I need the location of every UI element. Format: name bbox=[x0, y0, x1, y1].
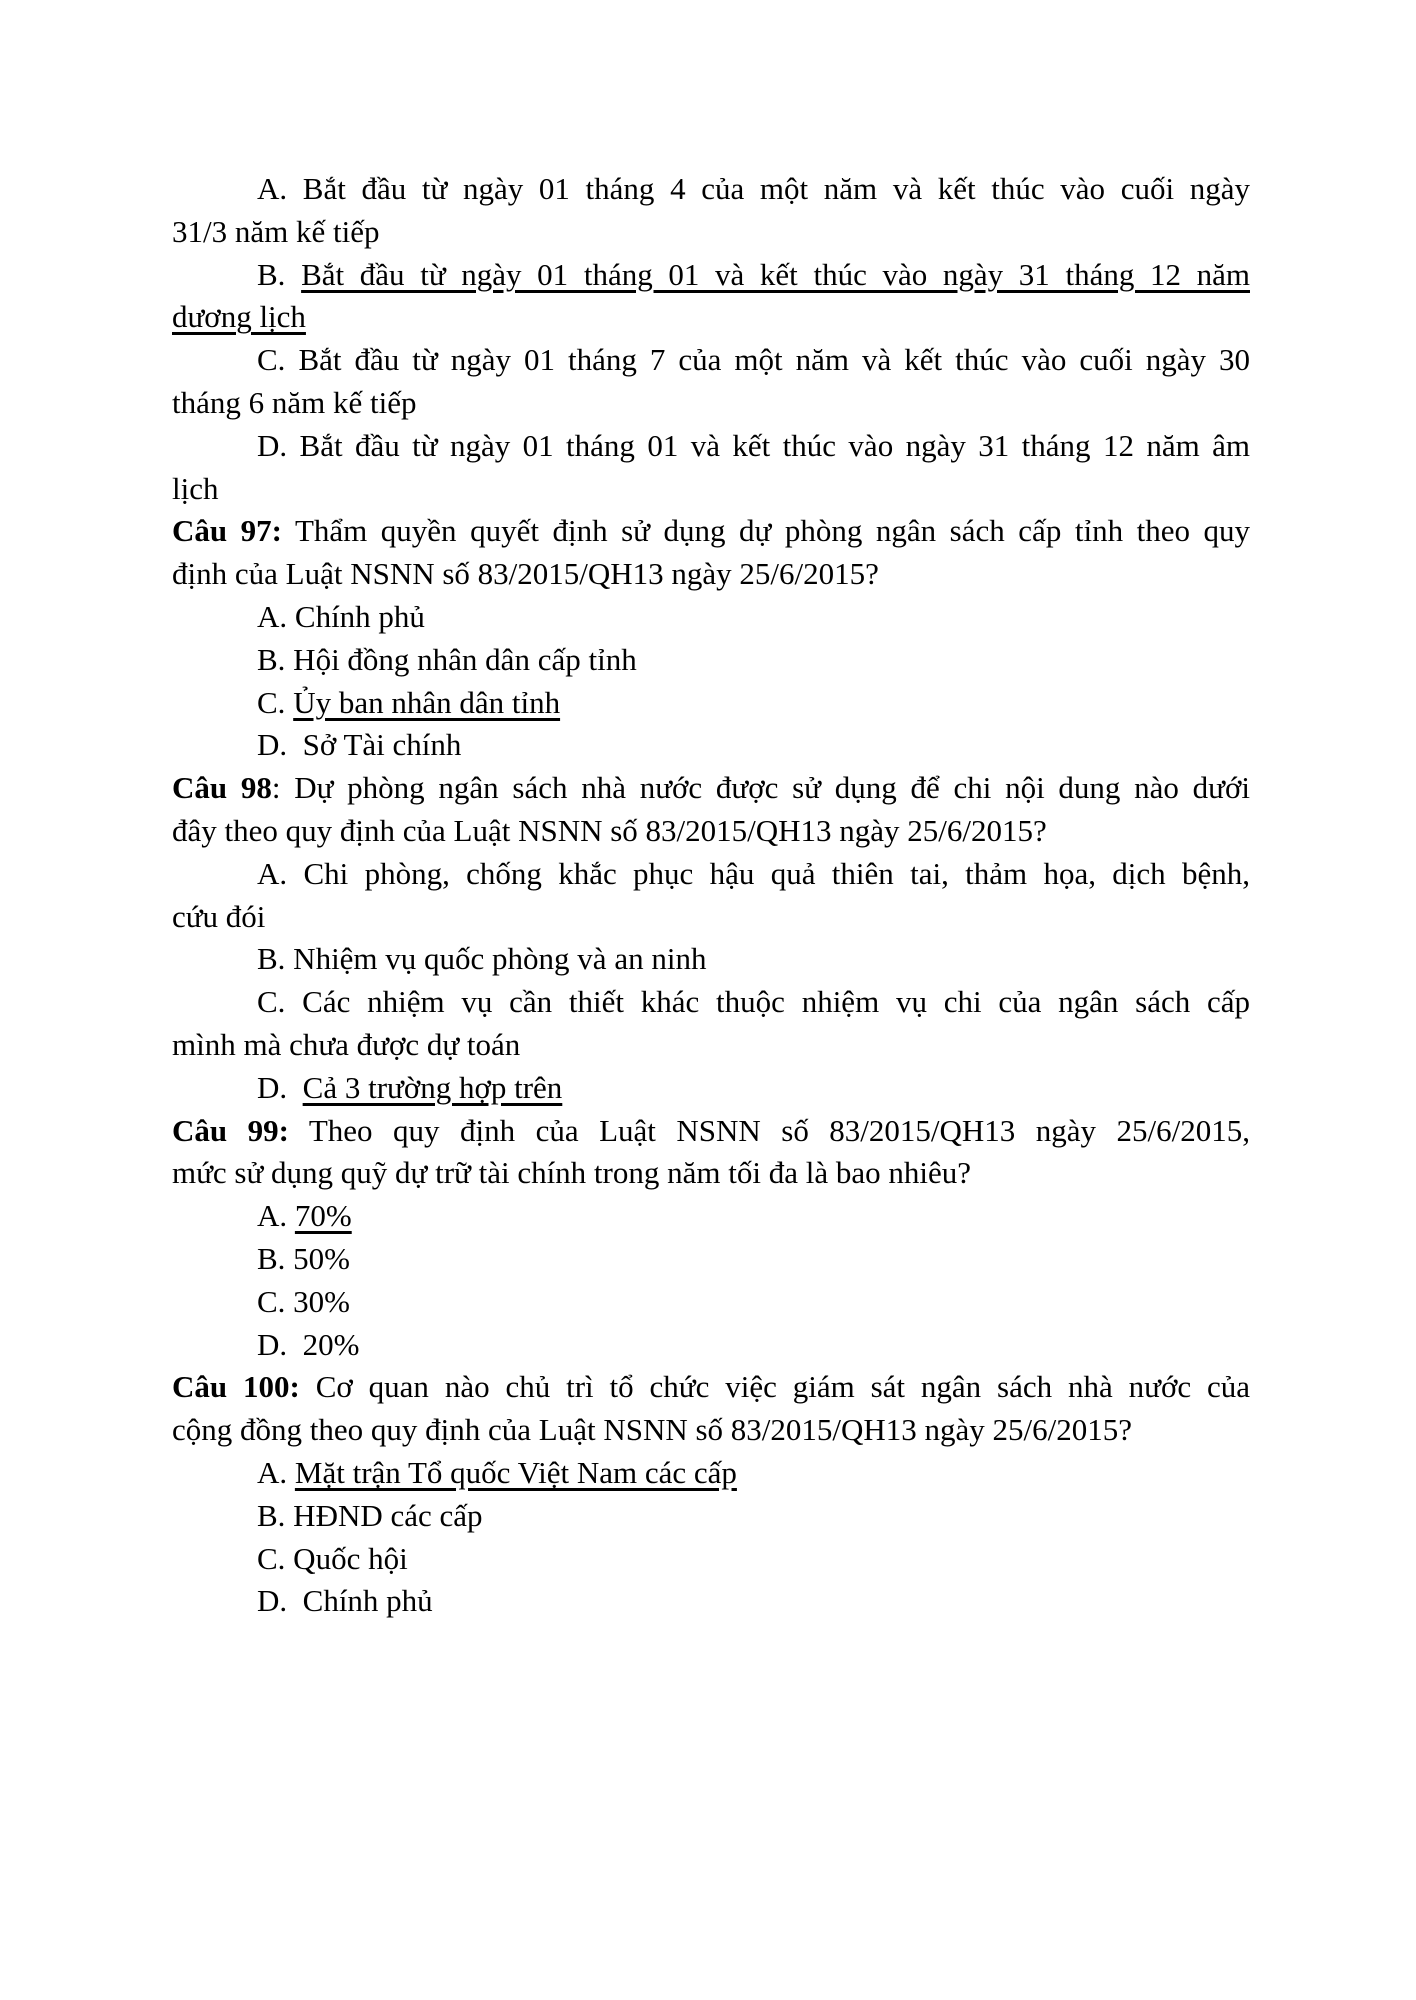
text-line bbox=[172, 810, 1250, 853]
body-text: tháng 6 năm kế tiếp bbox=[172, 384, 417, 420]
text-line bbox=[172, 339, 1250, 382]
body-text: C. Bắt đầu từ ngày 01 tháng 7 của một năm và kết thúc vào cuối ngày 30 bbox=[257, 342, 1250, 378]
question-number-label: Câu 98 bbox=[172, 770, 272, 806]
text-line bbox=[172, 896, 1250, 939]
body-text: mức sử dụng quỹ dự trữ tài chính trong năm tối đa là bao nhiêu? bbox=[172, 1155, 971, 1191]
body-text: C. 30% bbox=[257, 1283, 350, 1319]
text-line bbox=[172, 724, 1250, 767]
text-line bbox=[172, 510, 1250, 553]
body-text: 31/3 năm kế tiếp bbox=[172, 213, 380, 249]
question-number-label: Câu 99: bbox=[172, 1112, 289, 1148]
body-text: định của Luật NSNN số 83/2015/QH13 ngày 25/6/2015? bbox=[172, 556, 879, 592]
body-text: B. 50% bbox=[257, 1240, 350, 1276]
body-text: A. Bắt đầu từ ngày 01 tháng 4 của một năm và kết thúc vào cuối ngày bbox=[257, 171, 1250, 206]
underlined-answer-text: 70% bbox=[294, 1198, 352, 1234]
text-line bbox=[172, 853, 1250, 896]
text-line bbox=[172, 382, 1250, 425]
text-line bbox=[172, 468, 1250, 511]
body-text: A. Chi phòng, chống khắc phục hậu quả thiên tai, thảm họa, dịch bệnh, bbox=[257, 855, 1250, 891]
body-text: Theo quy định của Luật NSNN số 83/2015/QH13 ngày 25/6/2015, bbox=[288, 1112, 1251, 1148]
question-number-label: Câu 100: bbox=[172, 1369, 300, 1405]
body-text: C. bbox=[257, 684, 294, 720]
body-text: cộng đồng theo quy định của Luật NSNN số 83/2015/QH13 ngày 25/6/2015? bbox=[172, 1412, 1133, 1448]
text-line bbox=[172, 938, 1250, 981]
body-text: B. bbox=[257, 256, 302, 292]
body-text: B. Hội đồng nhân dân cấp tỉnh bbox=[257, 641, 637, 677]
body-text: : Dự phòng ngân sách nhà nước được sử dụng để chi nội dung nào dưới bbox=[271, 770, 1250, 806]
text-line bbox=[172, 1452, 1250, 1495]
body-text: D. Bắt đầu từ ngày 01 tháng 01 và kết thúc vào ngày 31 tháng 12 năm âm bbox=[257, 427, 1250, 463]
body-text: D. 20% bbox=[257, 1326, 360, 1362]
text-line bbox=[172, 639, 1250, 682]
underlined-answer-text: Cả 3 trường hợp trên bbox=[302, 1069, 563, 1105]
text-line bbox=[172, 682, 1250, 725]
text-line bbox=[172, 596, 1250, 639]
underlined-answer-text: Mặt trận Tổ quốc Việt Nam các cấp bbox=[294, 1454, 737, 1490]
body-text: A. bbox=[257, 1198, 295, 1234]
body-text: C. Các nhiệm vụ cần thiết khác thuộc nhiệm vụ chi của ngân sách cấp bbox=[257, 984, 1250, 1020]
text-line bbox=[172, 254, 1250, 297]
question-number-label: Câu 97: bbox=[172, 513, 282, 549]
body-text: D. bbox=[257, 1069, 303, 1105]
body-text: cứu đói bbox=[172, 898, 266, 934]
body-text: Thẩm quyền quyết định sử dụng dự phòng ngân sách cấp tỉnh theo quy bbox=[281, 513, 1250, 549]
text-line bbox=[172, 1195, 1250, 1238]
text-line bbox=[172, 981, 1250, 1024]
body-text: Cơ quan nào chủ trì tổ chức việc giám sát ngân sách nhà nước của bbox=[299, 1369, 1250, 1405]
body-text: A. Chính phủ bbox=[257, 598, 425, 634]
underlined-answer-text: Bắt đầu từ ngày 01 tháng 01 và kết thúc vào ngày 31 tháng 12 năm bbox=[301, 256, 1250, 292]
body-text: B. Nhiệm vụ quốc phòng và an ninh bbox=[257, 941, 707, 977]
text-line bbox=[172, 1366, 1250, 1409]
text-line bbox=[172, 1024, 1250, 1067]
body-text: B. HĐND các cấp bbox=[257, 1497, 483, 1533]
text-line bbox=[172, 211, 1250, 254]
underlined-answer-text: Ủy ban nhân dân tỉnh bbox=[293, 684, 561, 720]
body-text: mình mà chưa được dự toán bbox=[172, 1026, 521, 1062]
text-line bbox=[172, 1110, 1250, 1153]
body-text: D. Sở Tài chính bbox=[257, 727, 462, 763]
text-line bbox=[172, 1152, 1250, 1195]
text-line bbox=[172, 1067, 1250, 1110]
body-text: lịch bbox=[172, 470, 219, 506]
text-line bbox=[172, 296, 1250, 339]
text-line bbox=[172, 553, 1250, 596]
text-line bbox=[172, 425, 1250, 468]
body-text: A. bbox=[257, 1454, 295, 1490]
text-line bbox=[172, 1580, 1250, 1623]
text-line bbox=[172, 1538, 1250, 1581]
text-line bbox=[172, 1409, 1250, 1452]
body-text: đây theo quy định của Luật NSNN số 83/2015/QH13 ngày 25/6/2015? bbox=[172, 812, 1047, 848]
text-line bbox=[172, 1238, 1250, 1281]
body-text: C. Quốc hội bbox=[257, 1540, 408, 1576]
text-line bbox=[172, 1324, 1250, 1367]
text-line bbox=[172, 767, 1250, 810]
underlined-answer-text: dương lịch bbox=[172, 299, 306, 335]
document-text-column bbox=[172, 168, 1250, 1623]
text-line bbox=[172, 168, 1250, 211]
body-text: D. Chính phủ bbox=[257, 1583, 433, 1619]
text-line bbox=[172, 1281, 1250, 1324]
text-line bbox=[172, 1495, 1250, 1538]
